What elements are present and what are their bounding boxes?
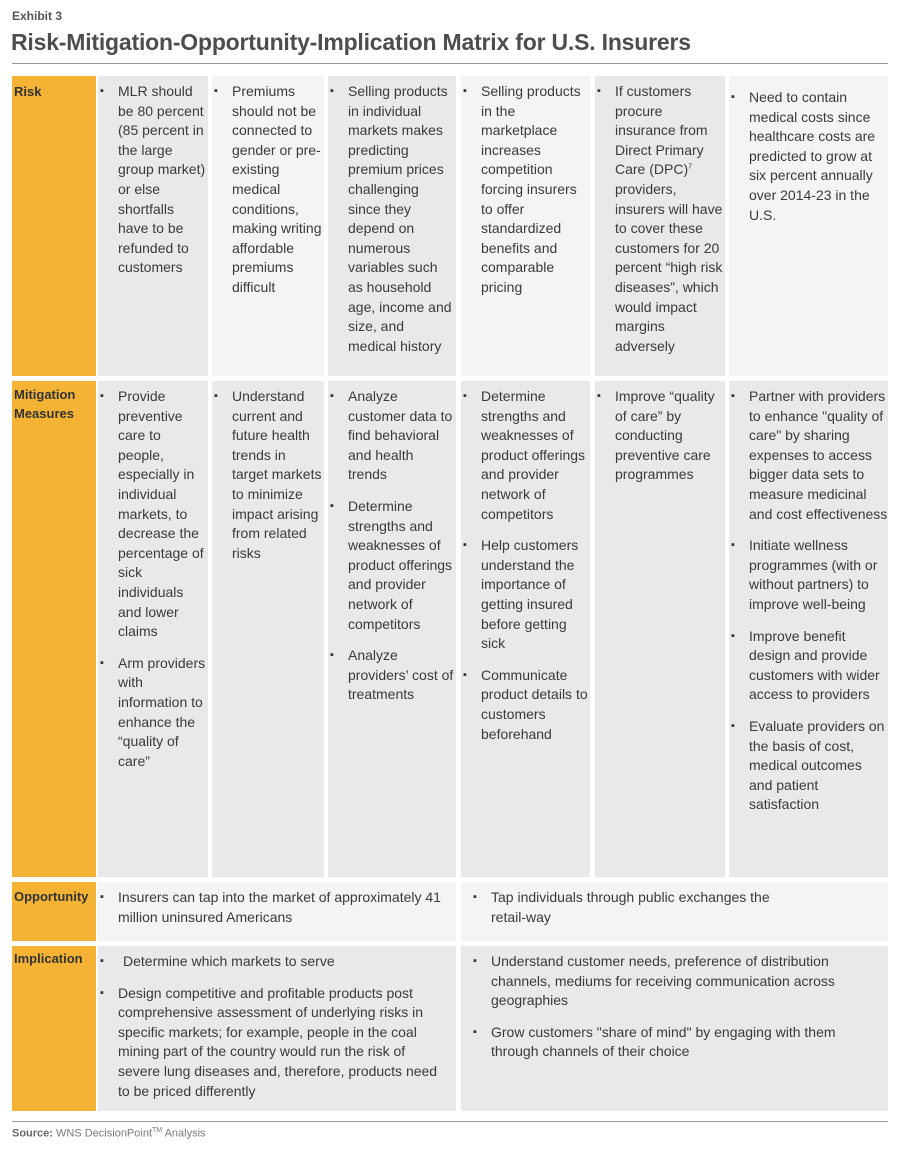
dpc-text-cont: providers, insurers will have to cover these customers for 20 percent “high risk diseases”, which would impact margins adversely <box>615 180 723 354</box>
risk-cell-2 <box>212 76 324 376</box>
row-label-implication: Implication <box>12 946 96 1111</box>
bottom-divider <box>12 1121 888 1122</box>
source-prefix: Source: <box>12 1127 53 1140</box>
list-item <box>595 82 723 356</box>
exhibit-label: Exhibit 3 <box>12 9 63 23</box>
risk-cell-1 <box>98 76 208 376</box>
top-divider <box>12 63 888 64</box>
list-item: ▪ Improve benefit design and provide customers with wider access to providers <box>729 627 888 705</box>
risk-cell-3 <box>328 76 456 376</box>
risk-cell-6 <box>729 76 888 376</box>
trademark: TM <box>152 1127 163 1134</box>
page-title: Risk-Mitigation-Opportunity-Implication Matrix for U.S. Insurers <box>11 29 691 55</box>
row-label-opportunity: Opportunity <box>12 882 96 941</box>
list-item: ▪ Understand current and future health trends in target markets to minimize impact arising from related risks <box>212 387 322 563</box>
mitigation-cell-5 <box>595 381 725 877</box>
dpc-text: If customers procure insurance from Direct Primary Care (DPC) <box>615 83 708 178</box>
risk-cell-4 <box>461 76 590 376</box>
list-item: ▪ Determine which markets to serve <box>98 952 448 972</box>
list-item: ▪ Grow customers "share of mind" by engaging with them through channels of their choice <box>471 1023 848 1062</box>
source-text: WNS DecisionPoint <box>56 1127 153 1140</box>
list-item: ▪ Determine strengths and weaknesses of product offerings and provider network of competitors <box>461 387 588 524</box>
list-item: ▪ Selling products in the marketplace increases competition forcing insurers to offer standardized benefits and comparable pricing <box>461 82 588 298</box>
mitigation-cell-2 <box>212 381 324 877</box>
mitigation-cell-3 <box>328 381 456 877</box>
list-item: ▪ MLR should be 80 percent (85 percent in the large group market) or else shortfalls have to be refunded to customers <box>98 82 206 278</box>
list-item: ▪ Initiate wellness programmes (with or without partners) to improve well-being <box>729 536 888 614</box>
list-item: ▪ Provide preventive care to people, especially in individual markets, to decrease the percentage of sick individuals and lower claims <box>98 387 206 642</box>
mitigation-cell-4 <box>461 381 590 877</box>
source-note <box>12 1127 206 1140</box>
list-item: ▪ Evaluate providers on the basis of cost, medical outcomes and patient satisfaction <box>729 717 888 815</box>
list-item: ▪ Need to contain medical costs since healthcare costs are predicted to grow at six percent annually over 2014-23 in the U.S. <box>729 88 884 225</box>
mitigation-cell-6 <box>729 381 888 877</box>
row-label-mitigation: Mitigation Measures <box>12 381 96 877</box>
list-item: ▪ Understand customer needs, preference of distribution channels, mediums for receiving communication across geographies <box>471 952 848 1011</box>
list-item: ▪ Selling products in individual markets makes predicting premium prices challenging since they depend on numerous variables such as household age, income and size, and medical history <box>328 82 454 356</box>
list-item: ▪ Insurers can tap into the market of approximately 41 million uninsured Americans <box>98 888 448 927</box>
opportunity-cell-right <box>461 882 888 941</box>
list-item: ▪ Tap individuals through public exchanges the retail-way <box>471 888 808 927</box>
mitigation-cell-1 <box>98 381 208 877</box>
list-item: ▪ Determine strengths and weaknesses of product offerings and provider network of competitors <box>328 497 454 634</box>
source-suffix: Analysis <box>162 1127 206 1140</box>
list-item: ▪ Design competitive and profitable products post comprehensive assessment of underlying risks in specific markets; for example, people in the coal mining part of the country would run the risk of severe lung diseases and, therefore, products need to be priced differently <box>98 984 448 1102</box>
list-item: ▪ Communicate product details to customers beforehand <box>461 666 588 744</box>
list-item: ▪ Analyze providers’ cost of treatments <box>328 646 454 705</box>
list-item: ▪ Partner with providers to enhance "quality of care" by sharing expenses to access bigger data sets to measure medicinal and cost effectiveness <box>729 387 888 524</box>
list-item: ▪ Premiums should not be connected to gender or pre-existing medical conditions, making writing affordable premiums difficult <box>212 82 322 298</box>
footnote-marker: 7 <box>688 163 693 171</box>
opportunity-cell-left <box>98 882 456 941</box>
list-item: ▪ Arm providers with information to enhance the “quality of care” <box>98 654 206 772</box>
list-item: ▪ Improve “quality of care” by conducting preventive care programmes <box>595 387 723 485</box>
implication-cell-right <box>461 946 888 1111</box>
row-label-risk: Risk <box>12 76 96 376</box>
list-item: ▪ Help customers understand the importance of getting insured before getting sick <box>461 536 588 654</box>
list-item: ▪ Analyze customer data to find behavioral and health trends <box>328 387 454 485</box>
implication-cell-left <box>98 946 456 1111</box>
risk-cell-5 <box>595 76 725 376</box>
